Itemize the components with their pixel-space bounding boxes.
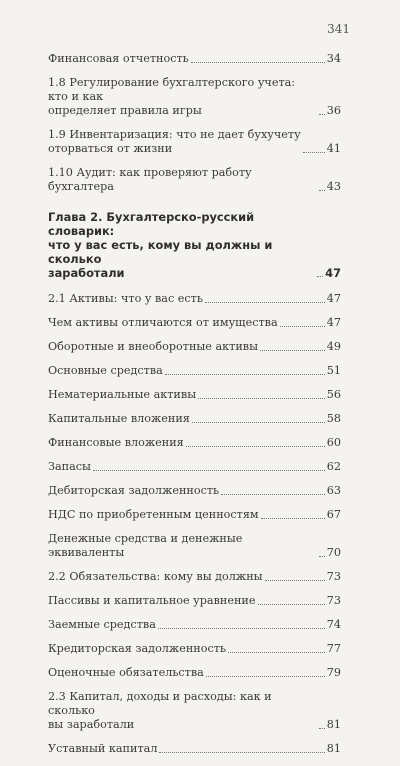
dot-leader (206, 676, 325, 677)
dot-leader (228, 652, 325, 653)
page-number: 341 (327, 22, 350, 36)
toc-entry-title: 1.10 Аудит: как проверяют работу бухгалтера (48, 166, 256, 193)
toc-entry-page: 70 (326, 546, 341, 559)
toc-entry (48, 316, 341, 330)
dot-leader (186, 446, 325, 447)
dot-leader (319, 556, 325, 557)
toc-entry-page: 43 (326, 180, 341, 193)
dot-leader (258, 604, 325, 605)
toc-entry (48, 436, 341, 450)
toc-entry-page: 67 (326, 508, 341, 521)
dot-leader (165, 374, 325, 375)
table-of-contents (48, 52, 341, 766)
toc-entry-title: Капитальные вложения (48, 412, 190, 425)
toc-entry-title: Оценочные обязательства (48, 666, 204, 679)
toc-entry-title: Уставный капитал (48, 742, 158, 755)
toc-entry-page: 49 (326, 340, 341, 353)
dot-leader (319, 728, 325, 729)
toc-entry (48, 666, 341, 680)
dot-leader (198, 398, 325, 399)
dot-leader (265, 580, 325, 581)
toc-entry (48, 618, 341, 632)
toc-entry-title: 2.2 Обязательства: кому вы должны (48, 570, 263, 583)
toc-entry-page: 41 (326, 142, 341, 155)
dot-leader (280, 326, 325, 327)
toc-entry-page: 79 (326, 666, 341, 679)
dot-leader (260, 350, 325, 351)
toc-entry-page: 36 (326, 104, 341, 117)
dot-leader (303, 152, 325, 153)
dot-leader (158, 628, 325, 629)
toc-entry (48, 508, 341, 522)
toc-entry (48, 388, 341, 402)
toc-entry-title: Чем активы отличаются от имущества (48, 316, 278, 329)
toc-entry-title: Заемные средства (48, 618, 156, 631)
dot-leader (261, 518, 325, 519)
toc-entry-title: 2.3 Капитал, доходы и расходы: как и сколько вы заработали (48, 690, 272, 731)
toc-entry-title: 1.9 Инвентаризация: что не дает бухучету оторваться от жизни (48, 128, 301, 155)
toc-entry (48, 128, 341, 156)
toc-entry-page: 60 (326, 436, 341, 449)
toc-entry-title: Запасы (48, 460, 91, 473)
dot-leader (192, 422, 325, 423)
dot-leader (191, 62, 325, 63)
toc-entry-page: 47 (326, 292, 341, 305)
toc-entry-page: 77 (326, 642, 341, 655)
toc-entry (48, 484, 341, 498)
toc-entry (48, 594, 341, 608)
toc-entry-page: 74 (326, 618, 341, 631)
toc-entry (48, 742, 341, 756)
chapter-page: 47 (325, 266, 341, 280)
toc-entry-page: 81 (326, 718, 341, 731)
toc-entry-page: 56 (326, 388, 341, 401)
toc-entry-page: 63 (326, 484, 341, 497)
toc-entry-page: 51 (326, 364, 341, 377)
toc-entry-title: НДС по приобретенным ценностям (48, 508, 259, 521)
toc-entry-title: Дебиторская задолженность (48, 484, 220, 497)
dot-leader (159, 752, 324, 753)
toc-entry-page: 73 (326, 594, 341, 607)
toc-entry (48, 570, 341, 584)
toc-entry-page: 34 (326, 52, 341, 65)
toc-entry-title: Кредиторская задолженность (48, 642, 227, 655)
toc-entry-page: 62 (326, 460, 341, 473)
toc-entry-title: Нематериальные активы (48, 388, 197, 401)
toc-entry (48, 532, 341, 560)
toc-entry (48, 460, 341, 474)
toc-entry-title: Финансовая отчетность (48, 52, 189, 65)
dot-leader (221, 494, 325, 495)
toc-entry-title: Пассивы и капитальное уравнение (48, 594, 256, 607)
toc-entry (48, 52, 341, 66)
toc-chapter-heading (48, 210, 341, 280)
toc-entry-title: 2.1 Активы: что у вас есть (48, 292, 203, 305)
toc-entry-title: Основные средства (48, 364, 163, 377)
toc-entry-page: 58 (326, 412, 341, 425)
toc-entry (48, 166, 341, 194)
toc-entry (48, 340, 341, 354)
dot-leader (93, 470, 325, 471)
toc-entry-title: 1.8 Регулирование бухгалтерского учета: кто и как определяет правила игры (48, 76, 296, 117)
toc-entry (48, 642, 341, 656)
dot-leader (319, 190, 325, 191)
toc-entry (48, 76, 341, 118)
dot-leader (319, 114, 325, 115)
toc-entry-title: Денежные средства и денежные эквиваленты (48, 532, 246, 559)
toc-entry-title: Оборотные и внеоборотные активы (48, 340, 258, 353)
dot-leader (205, 302, 325, 303)
toc-entry-page: 81 (326, 742, 341, 755)
toc-entry (48, 292, 341, 306)
toc-entry (48, 364, 341, 378)
toc-entry-page: 73 (326, 570, 341, 583)
toc-entry-page: 47 (326, 316, 341, 329)
toc-entry-title: Финансовые вложения (48, 436, 184, 449)
toc-entry (48, 690, 341, 732)
dot-leader (317, 276, 323, 277)
chapter-title: Глава 2. Бухгалтерско-русский словарик: что у вас есть, кому вы должны и сколько заработали (48, 210, 273, 280)
toc-entry (48, 412, 341, 426)
